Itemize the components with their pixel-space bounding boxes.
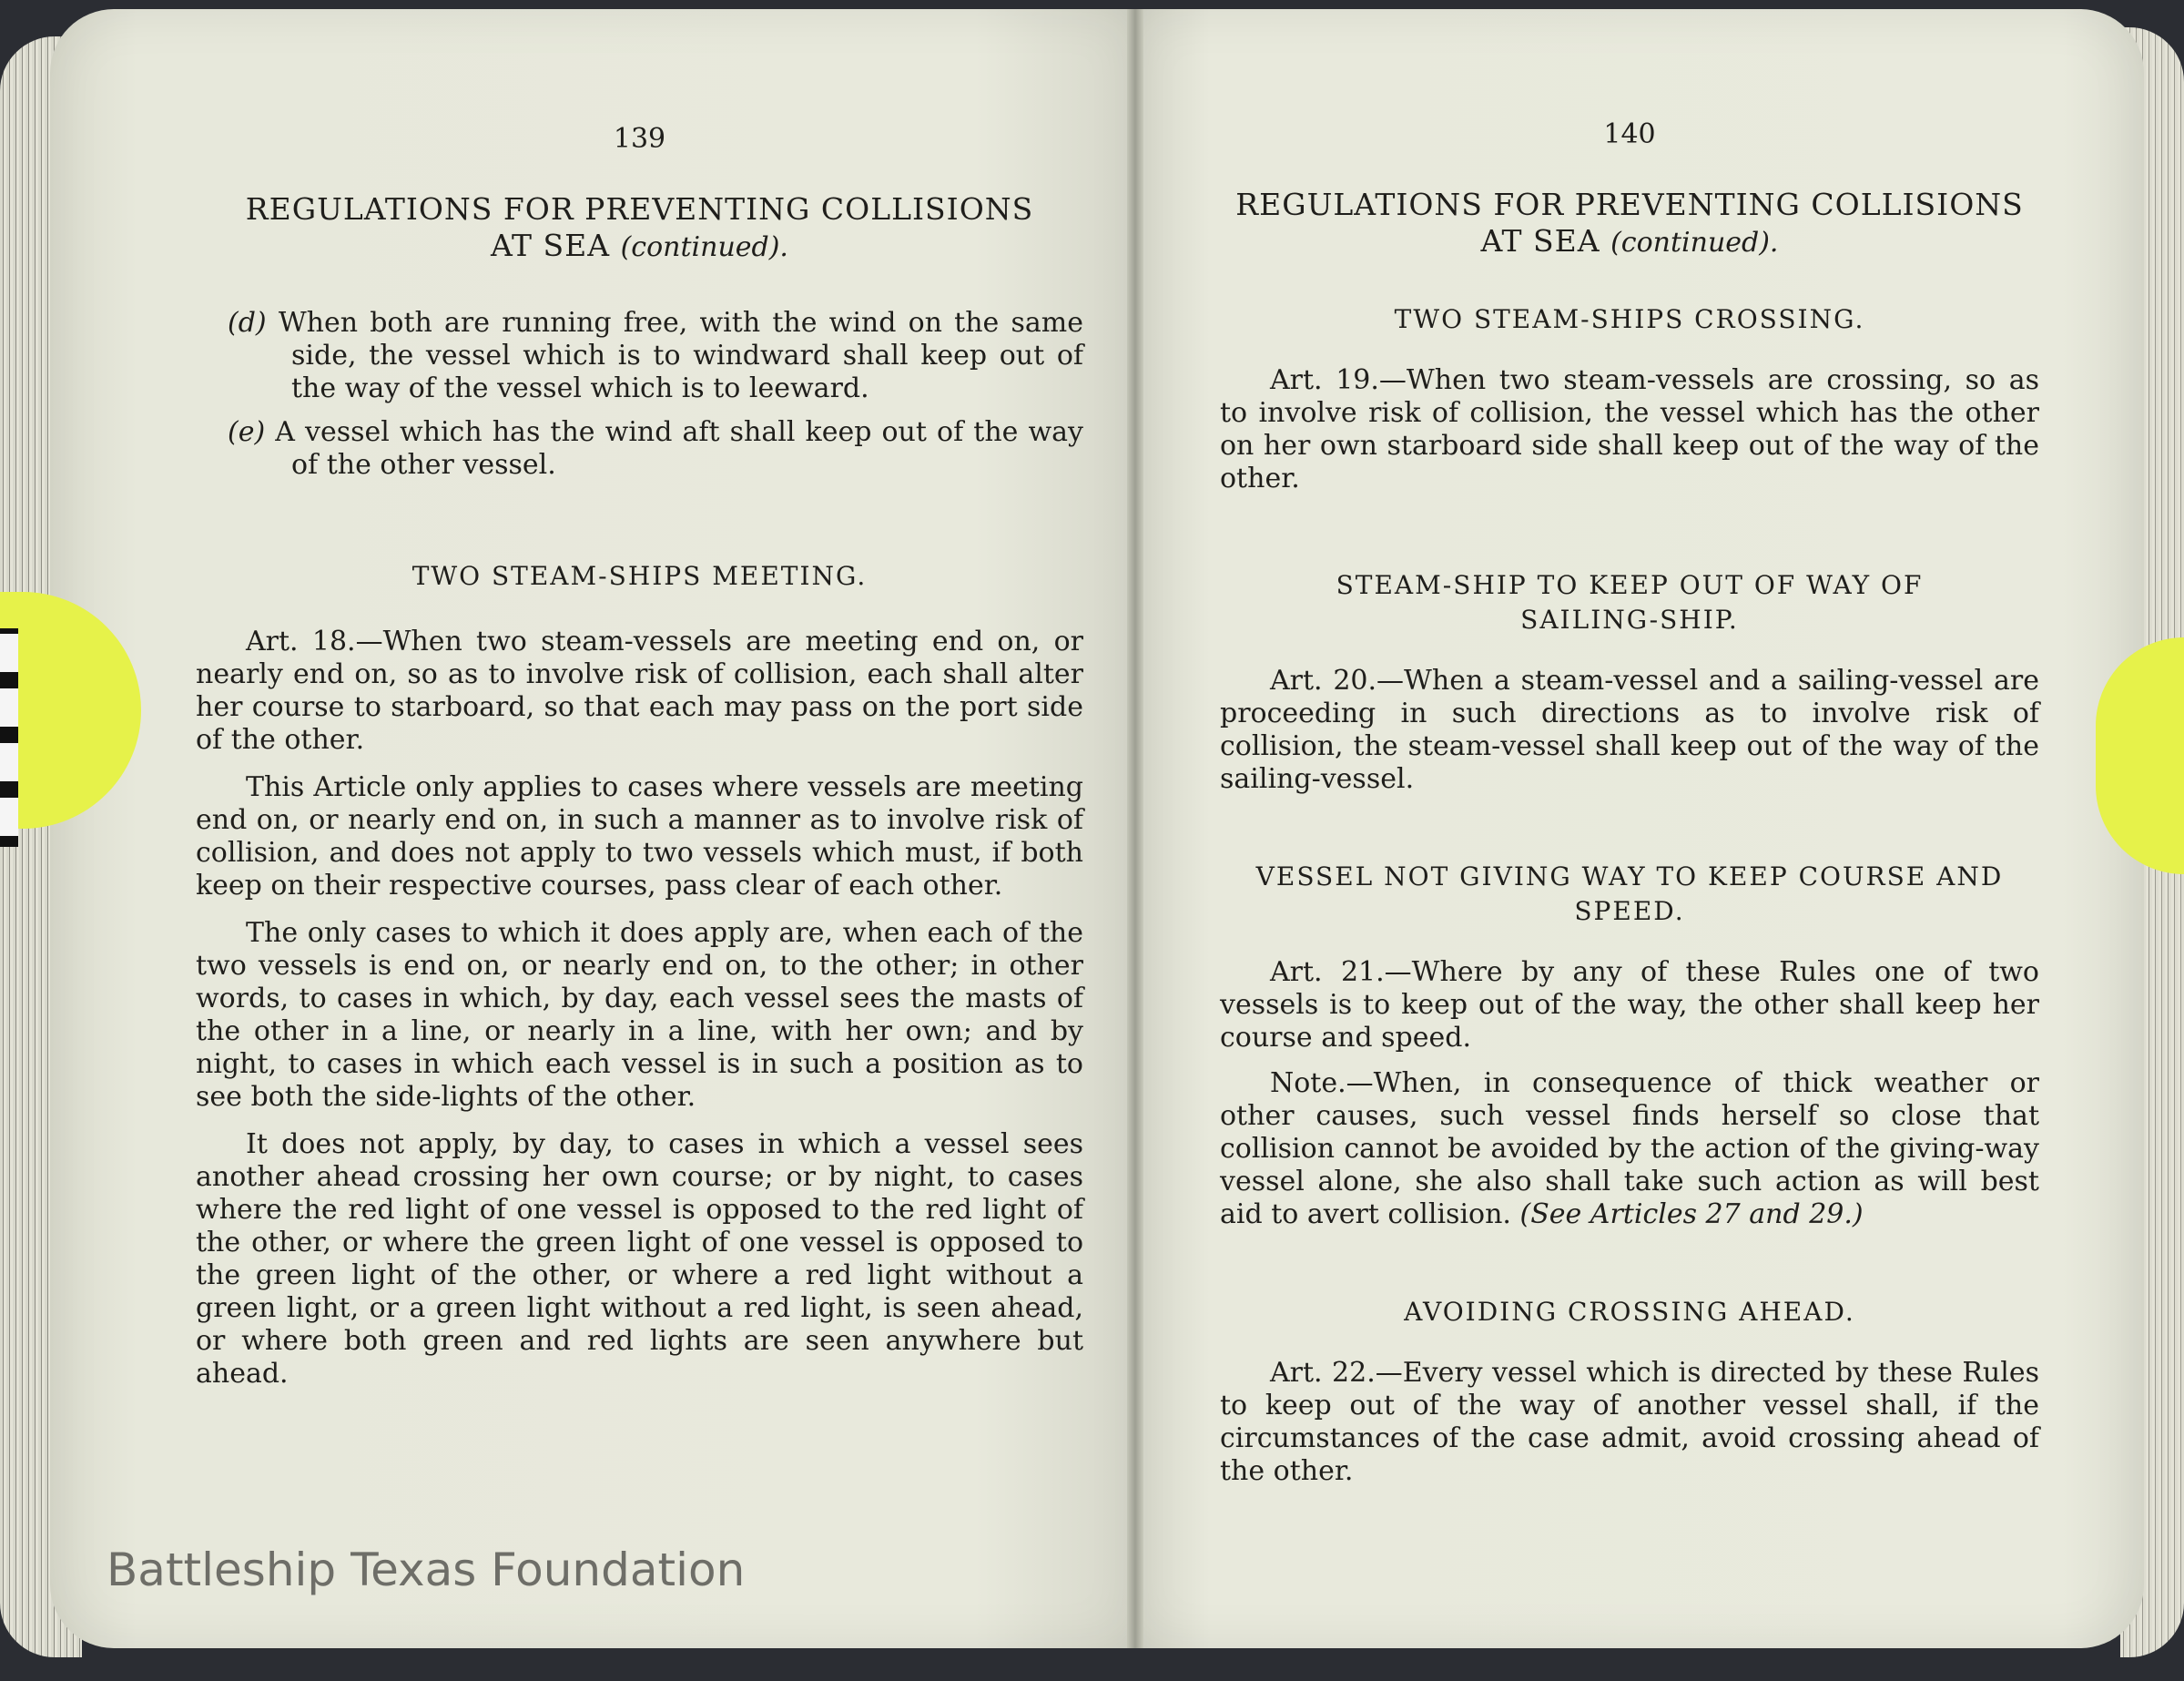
running-head-line1: REGULATIONS FOR PREVENTING COLLISIONS bbox=[1235, 187, 2024, 222]
art-18: Art. 18.—When two steam-vessels are meeting end on, or nearly end on, so as to involve risk of collision, each shall alter her course to starboard, so that each may pass on the port side of the other. bbox=[196, 626, 1083, 756]
item-d-label: (d) bbox=[228, 307, 267, 339]
left-page-content bbox=[196, 123, 1083, 1391]
running-head-at-sea: AT SEA bbox=[1480, 223, 1600, 259]
note-text: Note.—When, in consequence of thick weather or other causes, such vessel finds herself so close that collision cannot be avoided by the action of the giving-way vessel alone, she also shall take such action as will best aid to avert collision. bbox=[1220, 1067, 2039, 1230]
running-head-continued: (continued). bbox=[1610, 227, 1779, 259]
art-19: Art. 19.—When two steam-vessels are crossing, so as to involve risk of collision, the vessel which has the other on her own starboard side shall keep out of the way of the other. bbox=[1220, 364, 2039, 494]
running-head-line2 bbox=[1220, 223, 2039, 261]
watermark: Battleship Texas Foundation bbox=[107, 1543, 746, 1596]
item-d-text: When both are running free, with the wind on the same side, the vessel which is to windward shall keep out of the way of the vessel which is to leeward. bbox=[278, 307, 1083, 404]
note bbox=[1220, 1067, 2039, 1231]
right-page bbox=[1129, 9, 2144, 1648]
item-d bbox=[196, 307, 1083, 405]
item-e-text: A vessel which has the wind aft shall keep out of the way of the other vessel. bbox=[275, 416, 1083, 481]
left-page bbox=[50, 9, 1138, 1648]
art-22: Art. 22.—Every vessel which is directed by these Rules to keep out of the way of another vessel shall, if the circumstances of the case admit, avoid crossing ahead of the other. bbox=[1220, 1357, 2039, 1487]
section-heading-steam-sailing bbox=[1220, 568, 2039, 637]
article-18-para-2: This Article only applies to cases where vessels are meeting end on, or nearly end on, in such a manner as to involve risk of collision, and does not apply to two vessels which must, if both keep on their respective courses, pass clear of each other. bbox=[196, 771, 1083, 902]
book-gutter bbox=[1127, 9, 1143, 1648]
article-18-para-3: The only cases to which it does apply are, when each of the two vessels is end on, or nearly end on, to the other; in other words, to cases in which, by day, each vessel sees the masts of the other in a line, or nearly in a line, with her own; and by night, to cases in which each vessel is in such a position as to see both the side-lights of the other. bbox=[196, 917, 1083, 1113]
art-21: Art. 21.—Where by any of these Rules one of two vessels is to keep out of the way, the other shall keep her course and speed. bbox=[1220, 956, 2039, 1054]
section-heading-line2: SPEED. bbox=[1574, 896, 1685, 926]
note-reference: (See Articles 27 and 29.) bbox=[1519, 1198, 1864, 1230]
section-heading-line1: VESSEL NOT GIVING WAY TO KEEP COURSE AND bbox=[1255, 861, 2004, 891]
page-number: 139 bbox=[613, 123, 666, 155]
section-heading-keep-course bbox=[1220, 860, 2039, 929]
running-head-line1: REGULATIONS FOR PREVENTING COLLISIONS bbox=[245, 191, 1034, 227]
section-heading-line1: STEAM-SHIP TO KEEP OUT OF WAY OF bbox=[1336, 570, 1924, 600]
thumb-tab-marks bbox=[0, 628, 18, 847]
running-head bbox=[196, 191, 1083, 266]
item-e bbox=[196, 416, 1083, 482]
section-heading-crossing: TWO STEAM-SHIPS CROSSING. bbox=[1394, 304, 1865, 334]
item-e-label: (e) bbox=[228, 416, 266, 448]
running-head-line2 bbox=[196, 228, 1083, 266]
running-head-at-sea: AT SEA bbox=[491, 228, 611, 263]
right-page-content bbox=[1220, 118, 2039, 1488]
section-heading-meeting: TWO STEAM-SHIPS MEETING. bbox=[411, 561, 868, 591]
art-20: Art. 20.—When a steam-vessel and a sailing-vessel are proceeding in such directions as to involve risk of collision, the steam-vessel shall keep out of the way of the sailing-vessel. bbox=[1220, 665, 2039, 795]
page-number: 140 bbox=[1603, 118, 1656, 150]
section-heading-crossing-ahead: AVOIDING CROSSING AHEAD. bbox=[1404, 1297, 1855, 1327]
section-heading-line2: SAILING-SHIP. bbox=[1520, 605, 1739, 635]
running-head-continued: (continued). bbox=[620, 231, 788, 263]
article-18-para-4: It does not apply, by day, to cases in which a vessel sees another ahead crossing her own course; or by night, to cases where the red light of one vessel is opposed to the red light of the other, or where the green light of one vessel is opposed to the green light of the other, or where a red light without a green light, or a green light without a red light, is seen ahead, or where both green and red lights are seen anywhere but ahead. bbox=[196, 1128, 1083, 1390]
running-head bbox=[1220, 187, 2039, 261]
